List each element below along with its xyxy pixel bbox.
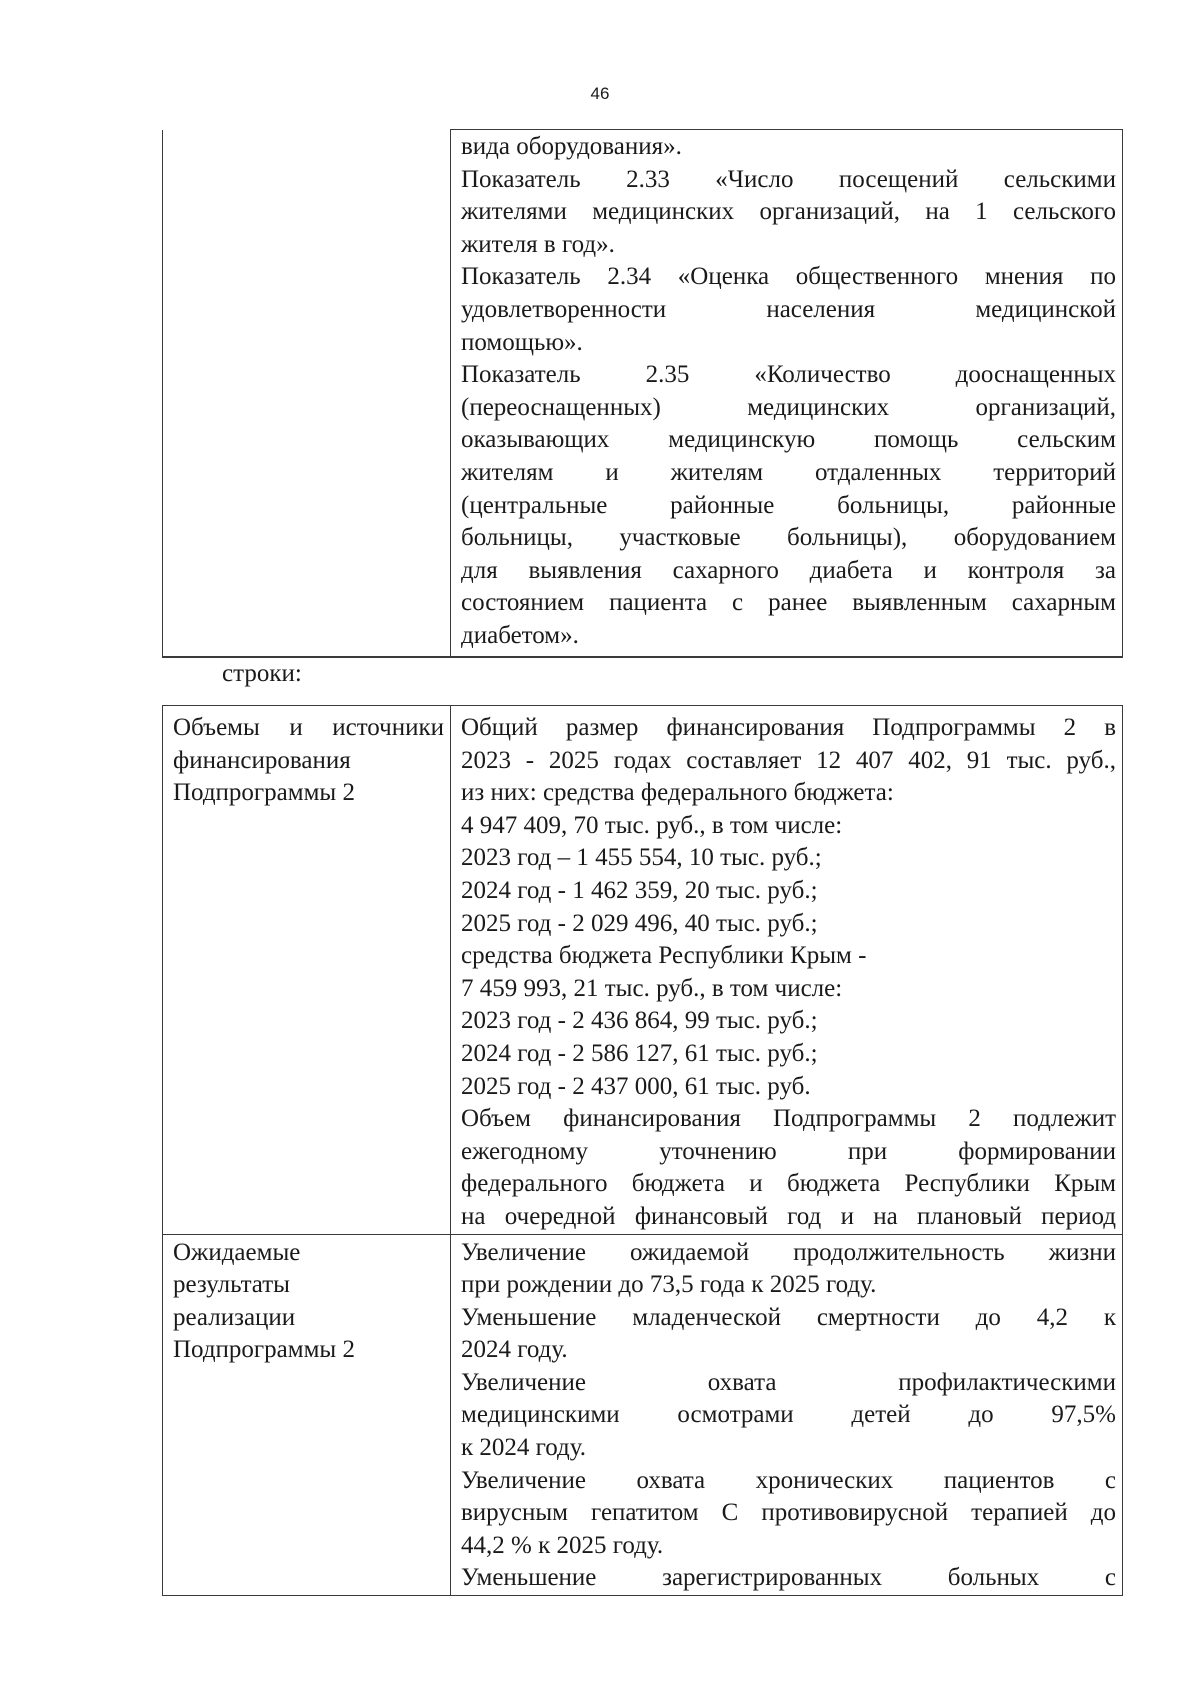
text-line: реализации — [173, 1303, 296, 1331]
text-line: Объемы и источники — [173, 714, 444, 741]
text-line: для выявления сахарного диабета и контроля за — [461, 556, 1116, 584]
text-line: медицинскими осмотрами детей до 97,5% — [461, 1401, 1116, 1429]
text-line: Показатель 2.34 «Оценка общественного мнения по — [461, 263, 1116, 291]
table-row-expected-results — [163, 1234, 1123, 1596]
text-line: диабетом». — [461, 621, 579, 649]
text-line: 7 459 993, 21 тыс. руб., в том числе: — [461, 974, 843, 1002]
financing-label — [173, 712, 444, 810]
text-line: к 2024 году. — [461, 1434, 587, 1462]
text-line: вида оборудования». — [461, 133, 682, 160]
text-line: 4 947 409, 70 тыс. руб., в том числе: — [461, 811, 843, 839]
table1-left-cell — [163, 130, 451, 657]
text-line: больницы, участковые больницы), оборудованием — [461, 524, 1116, 552]
text-line: Увеличение охвата хронических пациентов с — [461, 1466, 1116, 1494]
text-line: Общий размер финансирования Подпрограммы 2 в — [461, 714, 1116, 741]
text-line: на очередной финансовый год и на плановый период — [461, 1202, 1116, 1230]
text-line: вирусным гепатитом С противовирусной терапией до — [461, 1499, 1116, 1527]
text-line: жителями медицинских организаций, на 1 сельского — [461, 198, 1116, 226]
text-line: результаты — [173, 1271, 290, 1299]
text-line: 44,2 % к 2025 году. — [461, 1531, 664, 1559]
text-line: Показатель 2.35 «Количество дооснащенных — [461, 361, 1116, 389]
text-line: финансирования — [173, 746, 351, 774]
text-line: Объем финансирования Подпрограммы 2 подлежит — [461, 1105, 1116, 1133]
text-line: Подпрограммы 2 — [173, 779, 355, 807]
indicators-table-continuation — [162, 129, 1123, 658]
expected-results-value-cell — [451, 1234, 1123, 1596]
text-line: жителя в год». — [461, 230, 615, 258]
text-line: средства бюджета Республики Крым - — [461, 942, 867, 970]
text-line: Показатель 2.33 «Число посещений сельскими — [461, 165, 1116, 193]
text-line: ежегодному уточнению при формировании — [461, 1137, 1116, 1165]
text-line: (переоснащенных) медицинских организаций, — [461, 393, 1116, 421]
text-line: 2025 год - 2 029 496, 40 тыс. руб.; — [461, 909, 818, 937]
table-row-financing — [163, 706, 1123, 1235]
text-line: Подпрограммы 2 — [173, 1336, 355, 1364]
text-line: Ожидаемые — [173, 1238, 301, 1266]
text-line: 2024 год - 2 586 127, 61 тыс. руб.; — [461, 1039, 818, 1067]
text-line: 2023 - 2025 годах составляет 12 407 402, 91 тыс. руб., — [461, 746, 1116, 774]
financing-value — [461, 712, 1116, 1234]
text-line: удовлетворенности населения медицинской — [461, 295, 1116, 323]
text-line: Увеличение охвата профилактическими — [461, 1368, 1116, 1396]
text-line: оказывающих медицинскую помощь сельским — [461, 426, 1116, 454]
text-line: из них: средства федерального бюджета: — [461, 779, 894, 807]
text-line: жителям и жителям отдаленных территорий — [461, 458, 1116, 486]
subprogram-passport-table — [162, 705, 1123, 1596]
text-line: состоянием пациента с ранее выявленным сахарным — [461, 589, 1116, 617]
text-line: 2025 год - 2 437 000, 61 тыс. руб. — [461, 1072, 811, 1100]
text-line: при рождении до 73,5 года к 2025 году. — [461, 1271, 877, 1299]
text-line: федерального бюджета и бюджета Республики Крым — [461, 1170, 1116, 1198]
text-line: 2024 году. — [461, 1336, 568, 1364]
page-number: 46 — [590, 84, 610, 103]
text-line: помощью». — [461, 328, 583, 356]
text-line: 2023 год – 1 455 554, 10 тыс. руб.; — [461, 844, 822, 872]
text-line: 2024 год - 1 462 359, 20 тыс. руб.; — [461, 876, 818, 904]
table1-lines — [461, 131, 1116, 653]
rows-caption: строки: — [222, 660, 302, 687]
expected-results-label — [173, 1237, 444, 1367]
text-line: Уменьшение младенческой смертности до 4,2 к — [461, 1303, 1116, 1331]
text-line: 2023 год - 2 436 864, 99 тыс. руб.; — [461, 1007, 818, 1035]
table-row — [163, 130, 1123, 657]
expected-results-label-cell — [163, 1234, 451, 1596]
financing-value-cell — [451, 706, 1123, 1235]
table1-right-cell — [451, 130, 1123, 657]
expected-results-value — [461, 1237, 1116, 1596]
text-line: Уменьшение зарегистрированных больных с — [461, 1564, 1116, 1592]
financing-label-cell — [163, 706, 451, 1235]
text-line: Увеличение ожидаемой продолжительность жизни — [461, 1238, 1116, 1266]
text-line: (центральные районные больницы, районные — [461, 491, 1116, 519]
